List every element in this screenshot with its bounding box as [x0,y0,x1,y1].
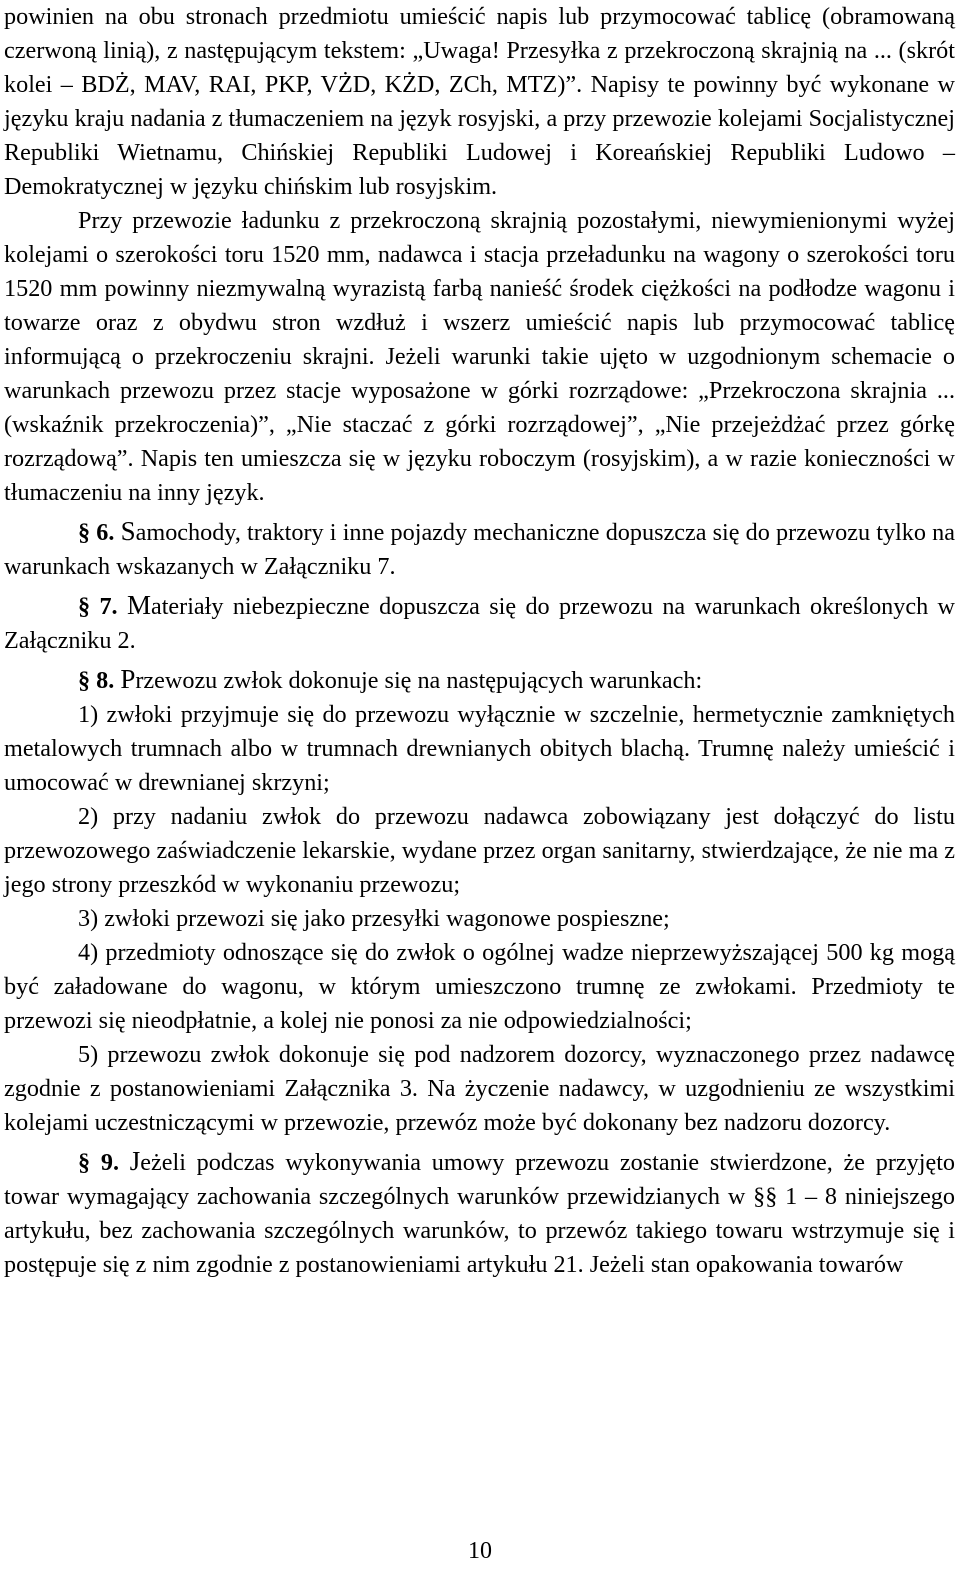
section-9 [4,1144,955,1282]
section-7 [4,588,955,658]
page-number: 10 [468,1538,492,1564]
paragraph-wide-gauge: Przy przewozie ładunku z przekroczoną skrajnią pozostałymi, niewymienionymi wyżej kolejami o szerokości toru 1520 mm, nadawca i stacja przeładunku na wagony o szerokości toru 1520 mm powinny niezmywalną wyrazistą farbą nanieść środek ciężkości na podłodze wagonu i towarze oraz z obydwu stron wzdłuż i wszerz umieścić napis lub przymocować tablicę informującą o przekroczeniu skrajni. Jeżeli warunki takie ujęto w uzgodnionym schemacie o warunkach przewozu przez stacje wyposażone w górki rozrządowe: „Przekroczona skrajnia ... (wskaźnik przekroczenia)”, „Nie staczać z górki rozrządowej”, „Nie przejeżdżać przez górkę rozrządową”. Napis ten umieszcza się w języku roboczym (rosyjskim), a w razie konieczności w tłumaczeniu na inny język. [4,207,955,506]
section-8-initial: P [120,664,136,694]
document-page [4,0,955,1282]
list-item-4: 4) przedmioty odnoszące się do zwłok o ogólnej wadze nieprzewyższającej 500 kg mogą być załadowane do wagonu, w którym umieszczono trumnę ze zwłokami. Przedmioty te przewozi się nieodpłatnie, a kolej nie ponosi za nie odpowiedzialności; [4,939,955,1034]
section-8-text: rzewozu zwłok dokonuje się na następujących warunkach: [135,667,703,694]
section-6-text: amochody, traktory i inne pojazdy mechaniczne dopuszcza się do przewozu tylko na warunkach wskazanych w Załączniku 7. [4,519,955,580]
section-7-mark: § 7. [78,593,118,620]
section-6-initial: S [120,516,136,546]
list-item-3: 3) zwłoki przewozi się jako przesyłki wagonowe pospieszne; [78,905,670,932]
section-6 [4,514,955,584]
section-9-text: eżeli podczas wykonywania umowy przewozu zostanie stwierdzone, że przyjęto towar wymagający zachowania szczególnych warunków przewidzianych w §§ 1 – 8 niniejszego artykułu, bez zachowania szczególnych warunków, to przewóz takiego towaru wstrzymuje się i postępuje się z nim zgodnie z postanowieniami artykułu 21. Jeżeli stan opakowania towarów [4,1149,956,1278]
paragraph-continuation: powinien na obu stronach przedmiotu umieścić napis lub przymocować tablicę (obramowaną czerwoną linią), z następującym tekstem: „Uwaga! Przesyłka z przekroczoną skrajnią na ... (skrót kolei – BDŻ, MAV, RAI, PKP, VŻD, KŻD, ZCh, MTZ)”. Napisy te powinny być wykonane w języku kraju nadania z tłumaczeniem na język rosyjski, a przy przewozie kolejami Socjalistycznej Republiki Wietnamu, Chińskiej Republiki Ludowej i Koreańskiej Republiki Ludowo – Demokratycznej w języku chińskim lub rosyjskim. [4,3,955,200]
list-item-2: 2) przy nadaniu zwłok do przewozu nadawca zobowiązany jest dołączyć do listu przewozowego zaświadczenie lekarskie, wydane przez organ sanitarny, stwierdzające, że nie ma z jego strony przeszkód w wykonaniu przewozu; [4,803,955,898]
list-item-5: 5) przewozu zwłok dokonuje się pod nadzorem dozorcy, wyznaczonego przez nadawcę zgodnie z postanowieniami Załącznika 3. Na życzenie nadawcy, w uzgodnieniu ze wszystkimi kolejami uczestniczącymi w przewozie, przewóz może być dokonany bez nadzoru dozorcy. [4,1041,955,1136]
section-6-mark: § 6. [78,519,115,546]
section-9-initial: J [129,1146,141,1176]
section-7-initial: M [126,590,151,620]
section-8-mark: § 8. [78,667,115,694]
section-9-mark: § 9. [78,1149,119,1176]
list-item-1: 1) zwłoki przyjmuje się do przewozu wyłącznie w szczelnie, hermetycznie zamkniętych metalowych trumnach albo w trumnach drewnianych obitych blachą. Trumnę należy umieścić i umocować w drewnianej skrzyni; [4,701,955,796]
section-8 [4,662,955,698]
section-7-text: ateriały niebezpieczne dopuszcza się do przewozu na warunkach określonych w Załączniku 2. [4,593,956,654]
